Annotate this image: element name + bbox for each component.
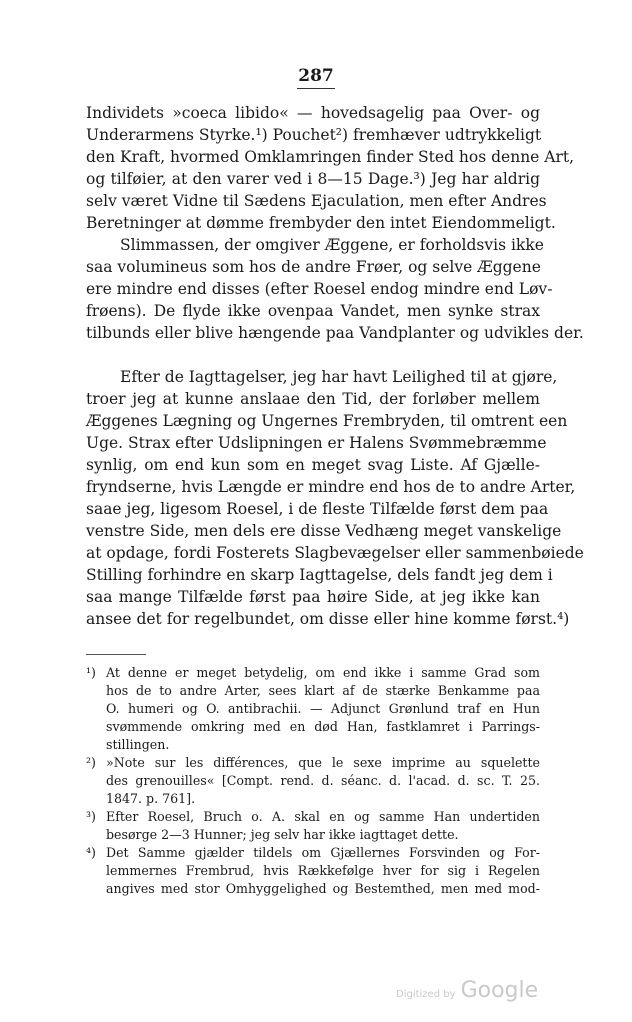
- page-number-rule: [297, 88, 335, 89]
- footnote-text: Det Samme gjælder tildels om Gjællernes Forsvinden og For-: [106, 845, 540, 860]
- footnote-marker: ³): [86, 809, 96, 824]
- footnote-text: Efter Roesel, Bruch o. A. skal en og samme Han undertiden: [106, 809, 540, 824]
- text-line: ere mindre end disses (efter Roesel endog mindre end Løv-: [86, 280, 553, 298]
- text-line: fryndserne, hvis Længde er mindre end hos de to andre Arter,: [86, 478, 576, 496]
- footnote-line: stillingen.: [106, 737, 170, 752]
- digitized-watermark: [396, 978, 538, 1003]
- footnote-text: At denne er meget betydelig, om end ikke i samme Grad som: [106, 665, 540, 680]
- footnote-line: besørge 2—3 Hunner; jeg selv har ikke iagttaget dette.: [106, 827, 459, 842]
- footnote-marker: ¹): [86, 665, 96, 680]
- page-number: [0, 66, 632, 89]
- footnote-line: lemmernes Frembrud, hvis Rækkefølge hver for sig i Regelen: [106, 863, 540, 878]
- footnote-text: »Note sur les différences, que le sexe imprime au squelette: [106, 755, 540, 770]
- text-line: at opdage, fordi Fosterets Slagbevægelser eller sammenbøiede: [86, 544, 584, 562]
- text-line: frøens). De flyde ikke ovenpaa Vandet, men synke strax: [86, 302, 540, 320]
- footnote-marker: ⁴): [86, 845, 96, 860]
- text-line: saa volumineus som hos de andre Frøer, og selve Æggene: [86, 258, 541, 276]
- text-line: Slimmassen, der omgiver Æggene, er forholdsvis ikke: [120, 236, 544, 254]
- footnote-1: [86, 664, 540, 682]
- footnote-line: angives med stor Omhyggelighed og Bestemthed, men med mod-: [106, 881, 540, 896]
- text-line: den Kraft, hvormed Omklamringen finder Sted hos denne Art,: [86, 148, 575, 166]
- footnote-line: O. humeri og O. antibrachii. — Adjunct Grønlund traf en Hun: [106, 701, 540, 716]
- text-line: saae jeg, ligesom Roesel, i de fleste Tilfælde først dem paa: [86, 500, 549, 518]
- google-logo: Google: [460, 978, 539, 1003]
- footnote-line: hos de to andre Arter, sees klart af de stærke Benkamme paa: [106, 683, 540, 698]
- text-line: ansee det for regelbundet, om disse eller hine komme først.⁴): [86, 610, 570, 628]
- text-line: Æggenes Lægning og Ungernes Frembryden, til omtrent een: [86, 412, 568, 430]
- footnote-marker: ²): [86, 755, 96, 770]
- text-line: tilbunds eller blive hængende paa Vandplanter og udvikles der.: [86, 324, 584, 342]
- text-line: synlig, om end kun som en meget svag Liste. Af Gjælle-: [86, 456, 540, 474]
- text-line: Stilling forhindre en skarp Iagttagelse, dels fandt jeg dem i: [86, 566, 553, 584]
- text-line: og tilføier, at den varer ved i 8—15 Dage.³) Jeg har aldrig: [86, 170, 540, 188]
- footnote-line: svømmende omkring med en død Han, fastklamret i Parrings-: [106, 719, 540, 734]
- text-line: Uge. Strax efter Udslipningen er Halens Svømmebræmme: [86, 434, 547, 452]
- footnote-line: des grenouilles« [Compt. rend. d. séanc. d. l'acad. d. sc. T. 25.: [106, 773, 540, 788]
- text-line: saa mange Tilfælde først paa høire Side, at jeg ikke kan: [86, 588, 540, 606]
- footnote-2: [86, 754, 540, 772]
- footnote-3: [86, 808, 540, 826]
- text-line: Individets »coeca libido« — hovedsagelig paa Over- og: [86, 104, 540, 122]
- page-number-text: 287: [298, 66, 334, 86]
- text-line: troer jeg at kunne anslaae den Tid, der forløber mellem: [86, 390, 540, 408]
- text-line: Underarmens Styrke.¹) Pouchet²) fremhæver udtrykkeligt: [86, 126, 542, 144]
- footnote-4: [86, 844, 540, 862]
- text-line: Efter de Iagttagelser, jeg har havt Leilighed til at gjøre,: [120, 368, 558, 386]
- text-line: venstre Side, men dels ere disse Vedhæng meget vanskelige: [86, 522, 562, 540]
- text-line: Beretninger at dømme frembyder den intet Eiendommeligt.: [86, 214, 556, 232]
- footnote-separator: [86, 654, 146, 655]
- watermark-prefix: Digitized by: [396, 989, 456, 1000]
- text-line: selv været Vidne til Sædens Ejaculation, men efter Andres: [86, 192, 547, 210]
- footnote-line: 1847. p. 761].: [106, 791, 196, 806]
